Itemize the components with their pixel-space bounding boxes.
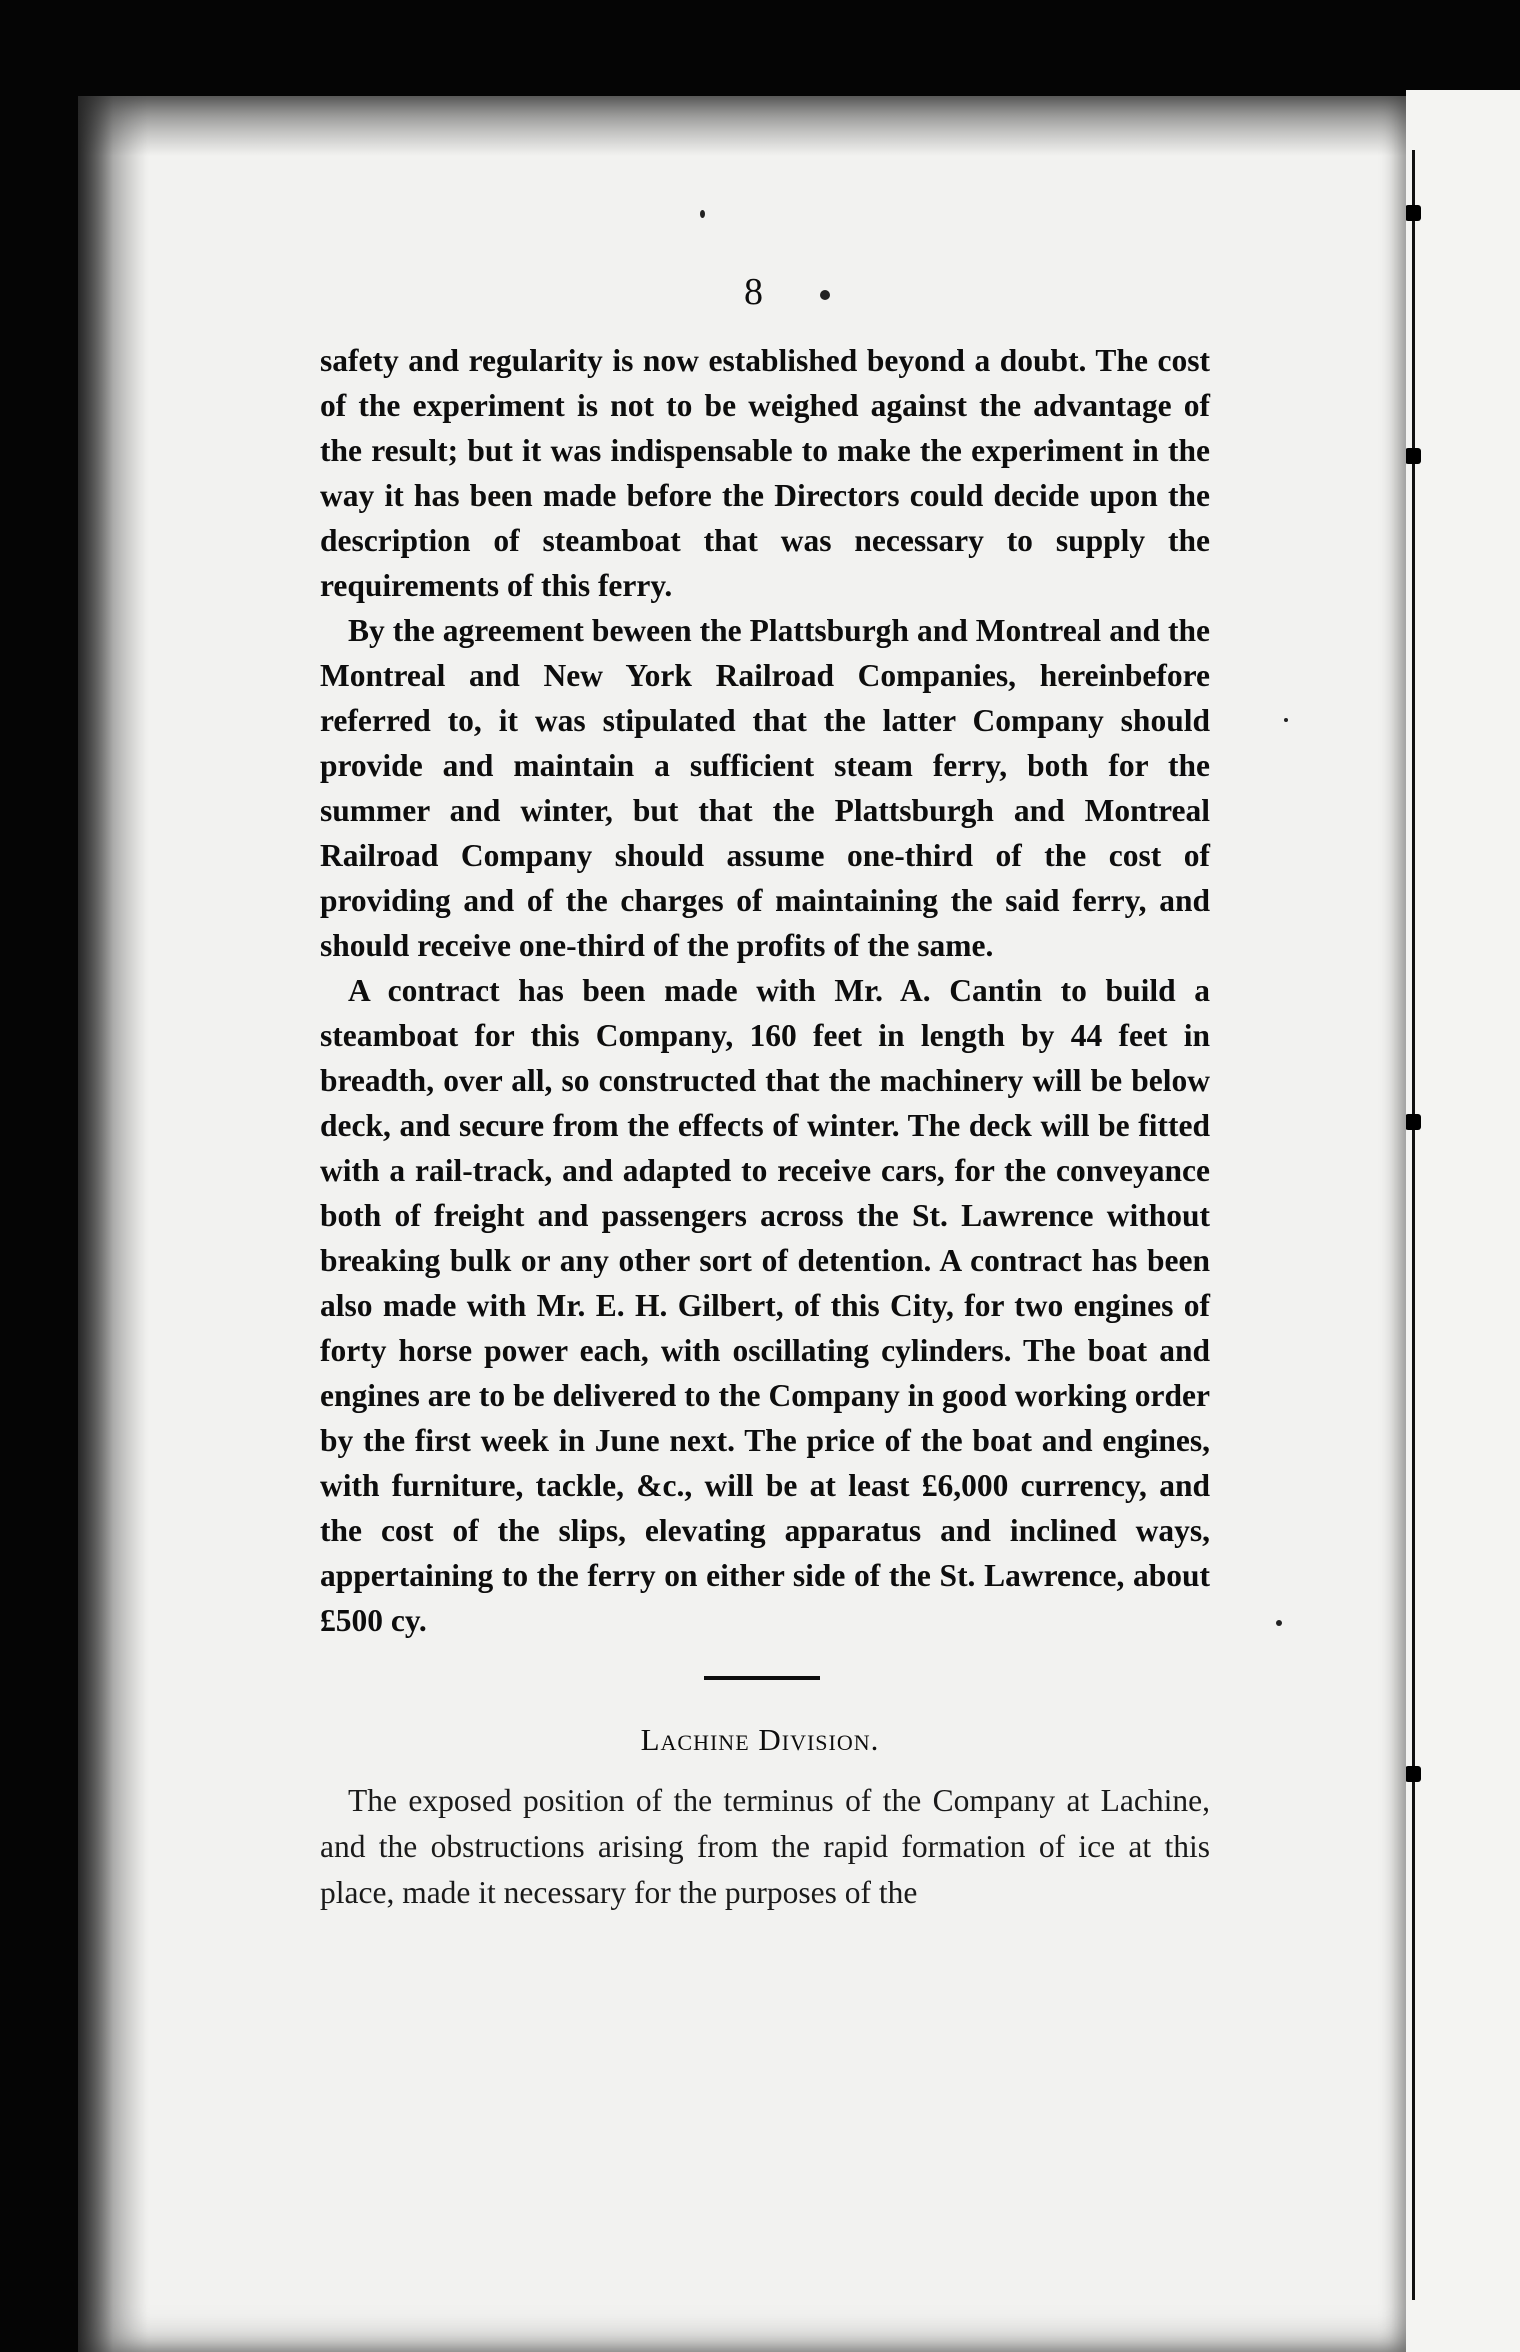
binding-mark — [1405, 205, 1421, 221]
body-text — [320, 338, 1210, 1643]
page-number: 8 — [744, 271, 763, 313]
paragraph: safety and regularity is now established beyond a doubt. The cost of the experiment is not to be weighed against the advantage of the result; but it was indispensable to make the experiment in the way it has been made before the Directors could decide upon the description of steamboat that was necessary to supply the requirements of this ferry. — [320, 343, 1210, 603]
ink-speck — [1284, 718, 1288, 722]
paragraph: The exposed position of the terminus of the Company at Lachine, and the obstructions arising from the rapid formation of ice at this place, made it necessary for the purposes of the — [320, 1783, 1210, 1910]
binding-mark — [1405, 448, 1421, 464]
section-text — [320, 1778, 1210, 1916]
ink-speck — [700, 210, 705, 218]
right-page-edge — [1406, 90, 1520, 2352]
binding-mark — [1405, 1766, 1421, 1782]
ink-speck — [820, 290, 830, 300]
page-top-shadow — [78, 96, 1406, 156]
binding-mark — [1405, 1114, 1421, 1130]
paragraph: A contract has been made with Mr. A. Cantin to build a steamboat for this Company, 160 feet in length by 44 feet in breadth, over all, so constructed that the machinery will be below deck, and secure from the effects of winter. The deck will be fitted with a rail-track, and adapted to receive cars, for the conveyance both of freight and passengers across the St. Lawrence without breaking bulk or any other sort of detention. A contract has been also made with Mr. E. H. Gilbert, of this City, for two engines of forty horse power each, with oscillating cylinders. The boat and engines are to be delivered to the Company in good working order by the first week in June next. The price of the boat and engines, with furniture, tackle, &c., will be at least £6,000 currency, and the cost of the slips, elevating apparatus and inclined ways, appertaining to the ferry on either side of the St. Lawrence, about £500 cy. — [320, 973, 1210, 1638]
section-divider — [704, 1676, 820, 1680]
paragraph: By the agreement beween the Plattsburgh and Montreal and the Montreal and New York Railroad Companies, hereinbefore referred to, it was stipulated that the latter Company should provide and maintain a sufficient steam ferry, both for the summer and winter, but that the Plattsburgh and Montreal Railroad Company should assume one-third of the cost of providing and of the charges of maintaining the said ferry, and should receive one-third of the profits of the same. — [320, 613, 1210, 963]
binding-line — [1412, 150, 1415, 2300]
section-heading: Lachine Division. — [640, 1722, 880, 1757]
ink-speck — [1276, 1620, 1282, 1626]
